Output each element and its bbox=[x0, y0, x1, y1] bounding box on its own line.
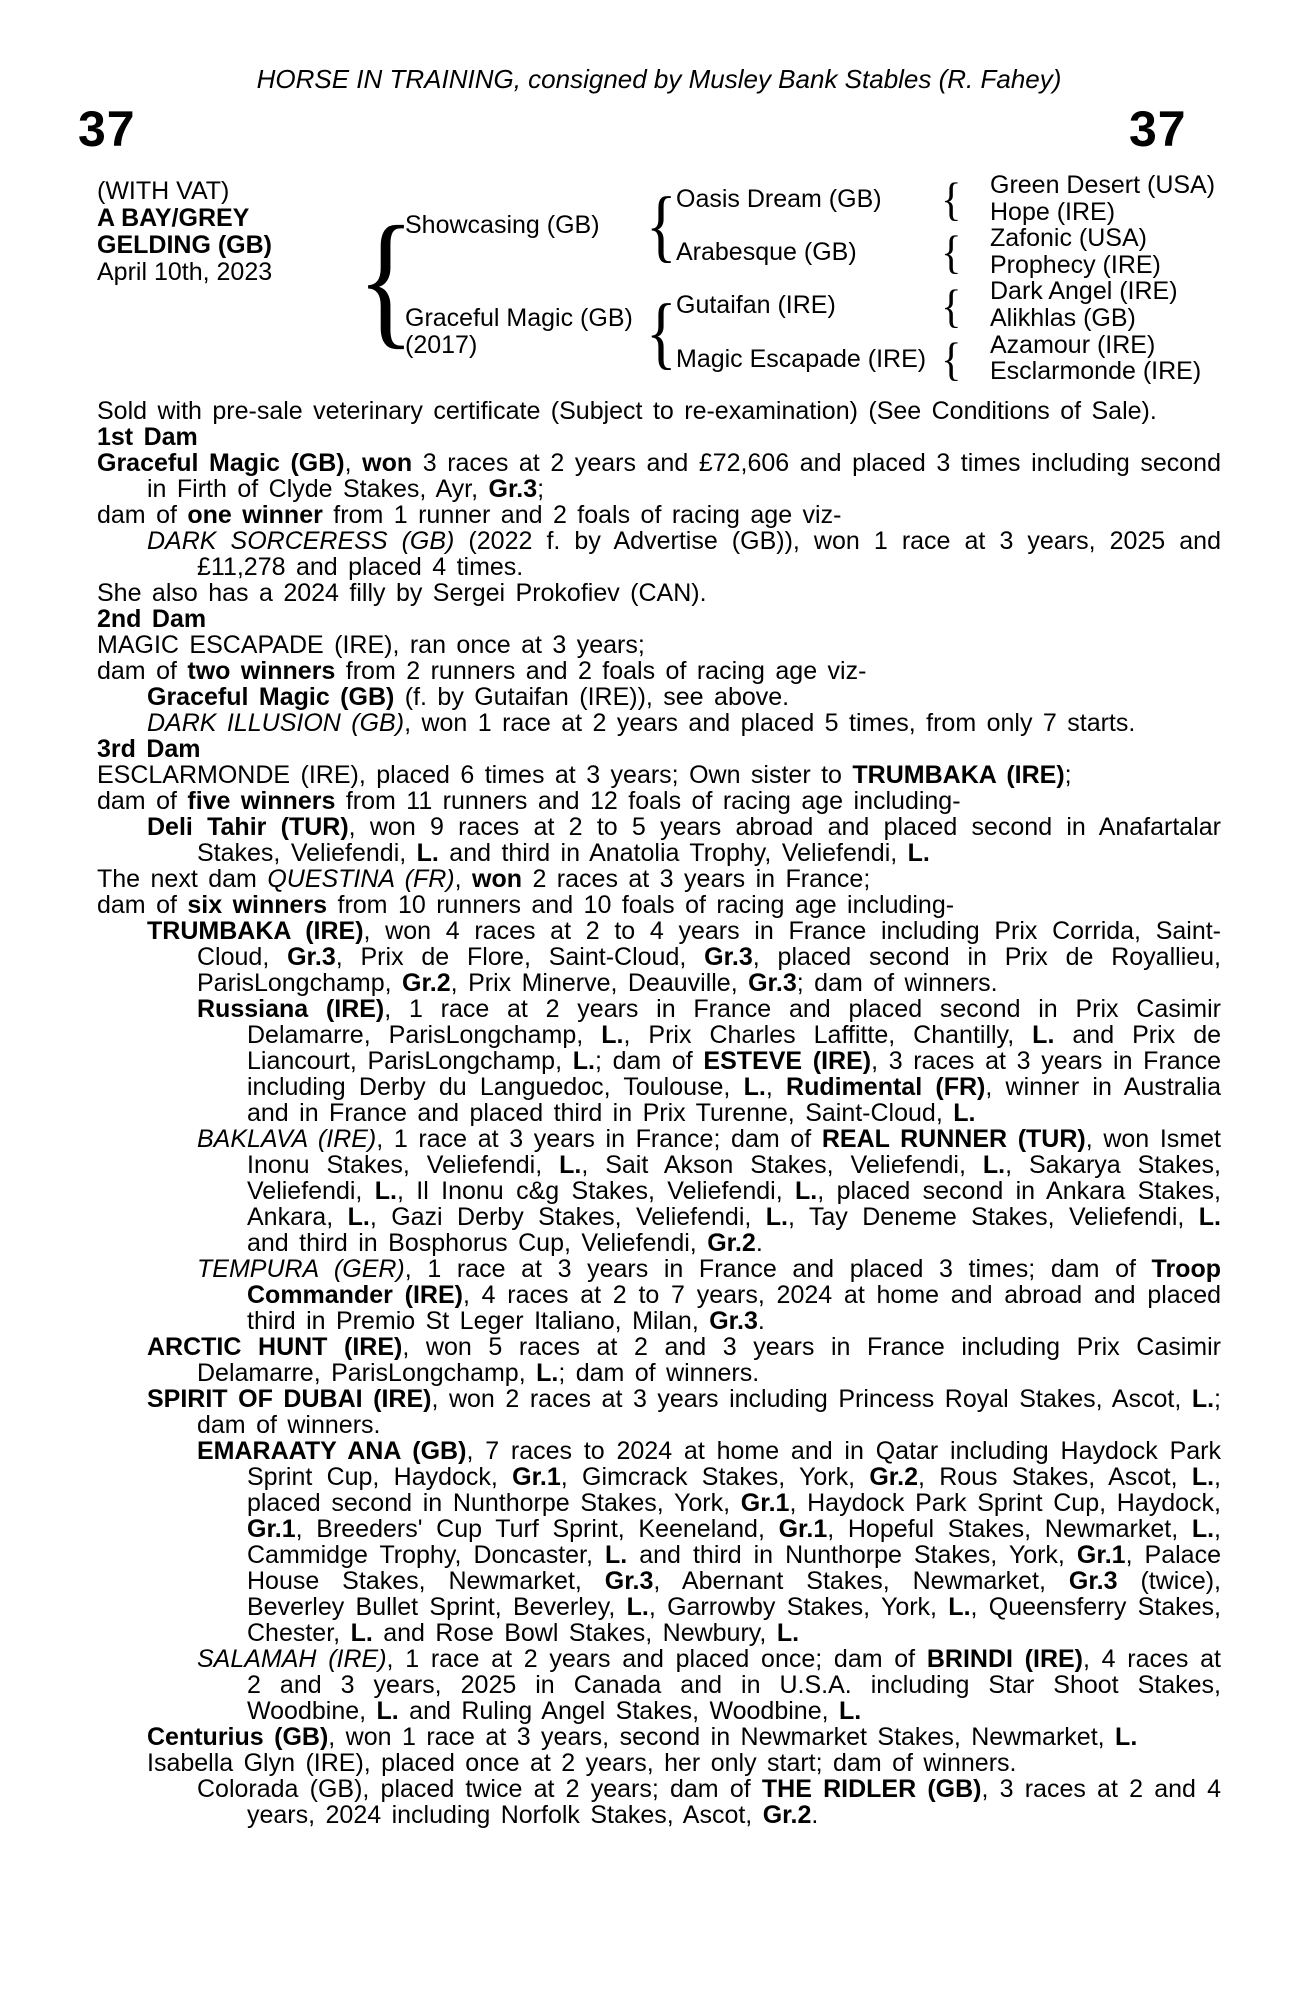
text-run: , bbox=[344, 449, 363, 477]
text-run: L. bbox=[1115, 1723, 1138, 1751]
text-run: L. bbox=[948, 1593, 971, 1621]
text-run: , won 4 races at 2 to 4 years in France including Prix Corrida, Saint-Cloud, bbox=[197, 917, 1222, 971]
foaling-date: April 10th, 2023 bbox=[97, 258, 273, 286]
text-run: ; dam of bbox=[594, 1047, 704, 1075]
text-run: , Breeders' Cup Turf Sprint, Keeneland, bbox=[295, 1515, 779, 1543]
text-run: Gr.3 bbox=[1068, 1567, 1118, 1595]
text-run: ; bbox=[537, 475, 545, 503]
text-run: Sold with pre-sale veterinary certificate (Subject to re-examination) (See Conditions of Sale). bbox=[97, 397, 1157, 425]
text-run: (2022 f. by Advertise (GB)), won 1 race at 3 years, 2025 and £11,278 and placed 4 times. bbox=[197, 527, 1221, 581]
text-run: , 4 races at 2 and 3 years, 2025 in Canada and in U.S.A. including Star Shoot Stakes, Woodbine, bbox=[247, 1645, 1221, 1725]
great-grandparent-name: Dark Angel (IRE) bbox=[990, 277, 1178, 306]
text-run: ; dam of winners. bbox=[197, 1385, 1221, 1439]
sex-line: GELDING (GB) bbox=[97, 231, 272, 259]
catalogue-paragraph bbox=[97, 450, 1221, 502]
great-grandparent-name: Esclarmonde (IRE) bbox=[990, 357, 1202, 386]
text-run: Gr.3 bbox=[604, 1567, 654, 1595]
text-run: L. bbox=[982, 1151, 1006, 1179]
text-run: from 11 runners and 12 foals of racing age including- bbox=[335, 787, 961, 815]
text-run: TRUMBAKA (IRE) bbox=[852, 761, 1065, 789]
catalogue-paragraph bbox=[97, 1334, 1221, 1386]
text-run: , Sakarya Stakes, Veliefendi, bbox=[247, 1151, 1221, 1205]
great-grandparent-name: Prophecy (IRE) bbox=[990, 250, 1161, 279]
horse-description bbox=[97, 178, 272, 286]
text-run: , Rous Stakes, Ascot, bbox=[917, 1463, 1192, 1491]
pedigree-brace-dam: { bbox=[645, 289, 677, 377]
text-run: and Ruling Angel Stakes, Woodbine, bbox=[398, 1697, 839, 1725]
text-run: , Hopeful Stakes, Newmarket, bbox=[827, 1515, 1192, 1543]
text-run: . bbox=[811, 1801, 819, 1829]
text-run: Gr.3 bbox=[488, 475, 538, 503]
text-run: L. bbox=[1191, 1463, 1215, 1491]
text-run: , placed second in Nunthorpe Stakes, York, bbox=[247, 1463, 1221, 1517]
text-run: , Il Inonu c&g Stakes, Veliefendi, bbox=[396, 1177, 796, 1205]
pedigree-brace-sire: { bbox=[645, 182, 677, 270]
text-run: The next dam bbox=[97, 865, 268, 893]
text-run: BAKLAVA (IRE) bbox=[197, 1125, 377, 1153]
text-run: TEMPURA (GER) bbox=[197, 1255, 405, 1283]
section-heading: 2nd Dam bbox=[97, 605, 207, 633]
text-run: five winners bbox=[187, 787, 336, 815]
text-run: one winner bbox=[187, 501, 323, 529]
text-run: L. bbox=[1191, 1385, 1215, 1413]
text-run: REAL RUNNER (TUR) bbox=[821, 1125, 1086, 1153]
text-run: L. bbox=[795, 1177, 818, 1205]
text-run: , Gazi Derby Stakes, Veliefendi, bbox=[369, 1203, 766, 1231]
text-run: ; bbox=[1064, 761, 1072, 789]
text-run: and Rose Bowl Stakes, Newbury, bbox=[372, 1619, 777, 1647]
dam-sire-name: Gutaifan (IRE) bbox=[676, 291, 836, 319]
text-run: , Prix Minerve, Deauville, bbox=[450, 969, 749, 997]
catalogue-paragraph bbox=[97, 398, 1221, 424]
text-run: Russiana (IRE) bbox=[197, 995, 385, 1023]
text-run: SPIRIT OF DUBAI (IRE) bbox=[147, 1385, 432, 1413]
text-run: , placed second in Ankara Stakes, Ankara, bbox=[247, 1177, 1221, 1231]
text-run: L. bbox=[839, 1697, 862, 1725]
text-run: , won 9 races at 2 to 5 years abroad and placed second in Anafartalar Stakes, Veliefendi, bbox=[197, 813, 1221, 867]
text-run: , won 1 race at 2 years and placed 5 times, from only 7 starts. bbox=[404, 709, 1136, 737]
text-run: Gr.2 bbox=[707, 1229, 756, 1257]
text-run: L. bbox=[416, 839, 439, 867]
catalogue-paragraph bbox=[97, 1646, 1221, 1724]
text-run: TRUMBAKA (IRE) bbox=[147, 917, 364, 945]
text-run: (twice), Beverley Bullet Sprint, Beverley, bbox=[247, 1567, 1222, 1621]
text-run: L. bbox=[601, 1021, 624, 1049]
text-run: Colorada (GB), placed twice at 2 years; dam of bbox=[197, 1775, 762, 1803]
pedigree-brace-gp4: { bbox=[941, 334, 962, 386]
sire-dam-name: Arabesque (GB) bbox=[676, 238, 857, 266]
text-run: from 2 runners and 2 foals of racing age viz- bbox=[335, 657, 867, 685]
text-run: Rudimental (FR) bbox=[786, 1073, 986, 1101]
text-run: L. bbox=[376, 1697, 399, 1725]
text-run: . bbox=[757, 1307, 765, 1335]
text-run: EMARAATY ANA (GB) bbox=[197, 1437, 467, 1465]
text-run: She also has a 2024 filly by Sergei Prokofiev (CAN). bbox=[97, 579, 707, 607]
great-grandparent-name: Azamour (IRE) bbox=[990, 330, 1156, 359]
text-run: , won Ismet Inonu Stakes, Veliefendi, bbox=[247, 1125, 1221, 1179]
catalogue-paragraph bbox=[97, 814, 1221, 866]
text-run: L. bbox=[559, 1151, 582, 1179]
text-run: L. bbox=[347, 1203, 370, 1231]
text-run: , 4 races at 2 to 7 years, 2024 at home and abroad and placed third in Premio St Leger Italiano, Milan, bbox=[247, 1281, 1222, 1335]
dam-dam-name: Magic Escapade (IRE) bbox=[676, 345, 927, 373]
text-run: , winner in Australia and in France and placed third in Prix Turenne, Saint-Cloud, bbox=[247, 1073, 1221, 1127]
great-grandparents-column bbox=[990, 172, 1215, 385]
pedigree-brace-main: { bbox=[357, 196, 415, 362]
text-run: DARK SORCERESS (GB) bbox=[147, 527, 455, 555]
catalogue-paragraph bbox=[97, 528, 1221, 580]
text-run: , Prix Charles Laffitte, Chantilly, bbox=[623, 1021, 1033, 1049]
catalogue-paragraph bbox=[97, 866, 1221, 892]
text-run: L. bbox=[953, 1099, 976, 1127]
text-run: Gr.2 bbox=[869, 1463, 918, 1491]
great-grandparent-name: Zafonic (USA) bbox=[990, 224, 1147, 253]
text-run: Deli Tahir (TUR) bbox=[147, 813, 349, 841]
sire-name: Showcasing (GB) bbox=[405, 211, 600, 239]
text-run: , 1 race at 2 years in France and placed second in Prix Casimir Delamarre, ParisLongchamp, bbox=[247, 995, 1221, 1049]
catalogue-paragraph bbox=[97, 1724, 1221, 1750]
catalogue-body bbox=[97, 398, 1221, 1828]
colour-line: A BAY/GREY bbox=[97, 204, 250, 232]
catalogue-paragraph bbox=[97, 684, 1221, 710]
text-run: MAGIC ESCAPADE (IRE), ran once at 3 years; bbox=[97, 631, 645, 659]
text-run: Gr.1 bbox=[512, 1463, 561, 1491]
text-run: , 1 race at 3 years in France; dam of bbox=[376, 1125, 822, 1153]
catalogue-paragraph bbox=[97, 1776, 1221, 1828]
text-run: from 1 runner and 2 foals of racing age viz- bbox=[322, 501, 842, 529]
dam-name-text: Graceful Magic (GB) bbox=[405, 304, 633, 332]
text-run: QUESTINA (FR) bbox=[267, 865, 455, 893]
lot-number-left: 37 bbox=[78, 101, 136, 157]
text-run: L. bbox=[1198, 1203, 1221, 1231]
text-run: six winners bbox=[187, 891, 328, 919]
text-run: ARCTIC HUNT (IRE) bbox=[147, 1333, 403, 1361]
text-run: two winners bbox=[187, 657, 336, 685]
text-run: ESCLARMONDE (IRE), placed 6 times at 3 years; Own sister to bbox=[97, 761, 853, 789]
text-run: and third in Bosphorus Cup, Veliefendi, bbox=[247, 1229, 708, 1257]
text-run: ; dam of winners. bbox=[558, 1359, 760, 1387]
text-run: Gr.2 bbox=[402, 969, 451, 997]
text-run: and third in Nunthorpe Stakes, York, bbox=[627, 1541, 1077, 1569]
page-header: HORSE IN TRAINING, consigned by Musley Bank Stables (R. Fahey) bbox=[256, 64, 1062, 94]
text-run: Gr.1 bbox=[247, 1515, 296, 1543]
catalogue-paragraph bbox=[97, 996, 1221, 1126]
text-run: , 3 races at 2 and 4 years, 2024 including Norfolk Stakes, Ascot, bbox=[247, 1775, 1222, 1829]
text-run: , Gimcrack Stakes, York, bbox=[560, 1463, 870, 1491]
text-run: , Prix de Flore, Saint-Cloud, bbox=[335, 943, 705, 971]
text-run: , Cammidge Trophy, Doncaster, bbox=[247, 1515, 1221, 1569]
text-run: Graceful Magic (GB) bbox=[97, 449, 345, 477]
text-run: , 1 race at 3 years in France and placed 3 times; dam of bbox=[404, 1255, 1152, 1283]
catalogue-paragraph bbox=[97, 1386, 1221, 1438]
text-run: L. bbox=[776, 1619, 800, 1647]
text-run: , 3 races at 3 years in France including Derby du Languedoc, Toulouse, bbox=[247, 1047, 1221, 1101]
text-run: Gr.1 bbox=[740, 1489, 790, 1517]
catalogue-paragraph bbox=[97, 762, 1221, 788]
catalogue-paragraph bbox=[97, 502, 1221, 528]
catalogue-paragraph bbox=[97, 892, 1221, 918]
text-run: , Haydock Park Sprint Cup, Haydock, bbox=[789, 1489, 1221, 1517]
text-run: 3 races at 2 years and £72,606 and placed 3 times including second in Firth of Clyde Stakes, Ayr, bbox=[147, 449, 1221, 503]
lot-number-right: 37 bbox=[1129, 101, 1187, 157]
catalogue-paragraph bbox=[97, 1438, 1221, 1646]
catalogue-paragraph bbox=[97, 1126, 1221, 1256]
text-run: Gr.3 bbox=[704, 943, 753, 971]
text-run: Gr.1 bbox=[778, 1515, 828, 1543]
catalogue-paragraph bbox=[97, 710, 1221, 736]
text-run: Centurius (GB) bbox=[147, 1723, 329, 1751]
section-heading: 3rd Dam bbox=[97, 735, 201, 763]
dam-name bbox=[405, 305, 633, 359]
text-run: Troop Commander (IRE) bbox=[247, 1255, 1221, 1309]
text-run: dam of bbox=[97, 657, 188, 685]
text-run: . bbox=[755, 1229, 763, 1257]
text-run: , 7 races to 2024 at home and in Qatar including Haydock Park Sprint Cup, Haydock, bbox=[247, 1437, 1221, 1491]
text-run: L. bbox=[743, 1073, 766, 1101]
text-run: Gr.3 bbox=[748, 969, 797, 997]
text-run: L. bbox=[350, 1619, 373, 1647]
catalogue-paragraph bbox=[97, 580, 1221, 606]
text-run: , Abernant Stakes, Newmarket, bbox=[653, 1567, 1069, 1595]
text-run: (f. by Gutaifan (IRE)), see above. bbox=[394, 683, 790, 711]
text-run: , Tay Deneme Stakes, Veliefendi, bbox=[787, 1203, 1199, 1231]
text-run: won bbox=[472, 865, 523, 893]
text-run: Graceful Magic (GB) bbox=[147, 683, 395, 711]
text-run: THE RIDLER (GB) bbox=[761, 1775, 982, 1803]
text-run: dam of bbox=[97, 787, 188, 815]
pedigree-brace-gp2: { bbox=[941, 227, 962, 279]
text-run: L. bbox=[765, 1203, 788, 1231]
catalogue-paragraph bbox=[97, 918, 1221, 996]
text-run: , won 1 race at 3 years, second in Newmarket Stakes, Newmarket, bbox=[328, 1723, 1116, 1751]
text-run: L. bbox=[1191, 1515, 1215, 1543]
text-run: L. bbox=[1032, 1021, 1055, 1049]
catalogue-paragraph bbox=[97, 658, 1221, 684]
text-run: won bbox=[362, 449, 413, 477]
vat-note: (WITH VAT) bbox=[97, 177, 230, 205]
text-run: BRINDI (IRE) bbox=[926, 1645, 1083, 1673]
text-run: , won 2 races at 3 years including Princess Royal Stakes, Ascot, bbox=[431, 1385, 1192, 1413]
text-run: DARK ILLUSION (GB) bbox=[147, 709, 405, 737]
great-grandparent-name: Alikhlas (GB) bbox=[990, 303, 1136, 332]
text-run: , Palace House Stakes, Newmarket, bbox=[247, 1541, 1221, 1595]
text-run: L. bbox=[536, 1359, 559, 1387]
section-heading: 1st Dam bbox=[97, 423, 198, 451]
text-run: Isabella Glyn (IRE), placed once at 2 years, her only start; dam of winners. bbox=[147, 1749, 1017, 1777]
text-run: SALAMAH (IRE) bbox=[197, 1645, 387, 1673]
text-run: , Sait Akson Stakes, Veliefendi, bbox=[581, 1151, 983, 1179]
text-run: , Garrowby Stakes, York, bbox=[648, 1593, 949, 1621]
text-run: L. bbox=[572, 1047, 595, 1075]
text-run: , bbox=[765, 1073, 787, 1101]
text-run: Gr.2 bbox=[762, 1801, 812, 1829]
dam-year: (2017) bbox=[405, 331, 478, 359]
text-run: L. bbox=[907, 839, 930, 867]
text-run: L. bbox=[626, 1593, 649, 1621]
catalogue-paragraph bbox=[97, 632, 1221, 658]
text-run: Gr.3 bbox=[709, 1307, 758, 1335]
catalogue-paragraph bbox=[97, 788, 1221, 814]
pedigree-brace-gp3: { bbox=[941, 281, 962, 333]
text-run: , Queensferry Stakes, Chester, bbox=[247, 1593, 1221, 1647]
catalogue-paragraph bbox=[97, 1750, 1221, 1776]
text-run: , 1 race at 2 years and placed once; dam of bbox=[386, 1645, 927, 1673]
great-grandparent-name: Hope (IRE) bbox=[990, 197, 1116, 226]
text-run: Gr.1 bbox=[1076, 1541, 1126, 1569]
text-run: , placed second in Prix de Royallieu, ParisLongchamp, bbox=[197, 943, 1222, 997]
text-run: ; dam of winners. bbox=[796, 969, 998, 997]
pedigree-brace-gp1: { bbox=[941, 174, 962, 226]
text-run: dam of bbox=[97, 891, 188, 919]
sire-sire-name: Oasis Dream (GB) bbox=[676, 185, 882, 213]
text-run: dam of bbox=[97, 501, 188, 529]
catalogue-paragraph bbox=[97, 1256, 1221, 1334]
text-run: and third in Anatolia Trophy, Veliefendi, bbox=[438, 839, 908, 867]
text-run: and Prix de Liancourt, ParisLongchamp, bbox=[247, 1021, 1221, 1075]
text-run: from 10 runners and 10 foals of racing age including- bbox=[327, 891, 955, 919]
great-grandparent-name: Green Desert (USA) bbox=[990, 171, 1216, 199]
text-run: Gr.3 bbox=[287, 943, 336, 971]
text-run: L. bbox=[604, 1541, 628, 1569]
text-run: 2 races at 3 years in France; bbox=[522, 865, 871, 893]
text-run: , bbox=[454, 865, 473, 893]
text-run: ESTEVE (IRE) bbox=[703, 1047, 872, 1075]
text-run: L. bbox=[374, 1177, 397, 1205]
text-run: , won 5 races at 2 and 3 years in France including Prix Casimir Delamarre, ParisLongchamp, bbox=[197, 1333, 1221, 1387]
